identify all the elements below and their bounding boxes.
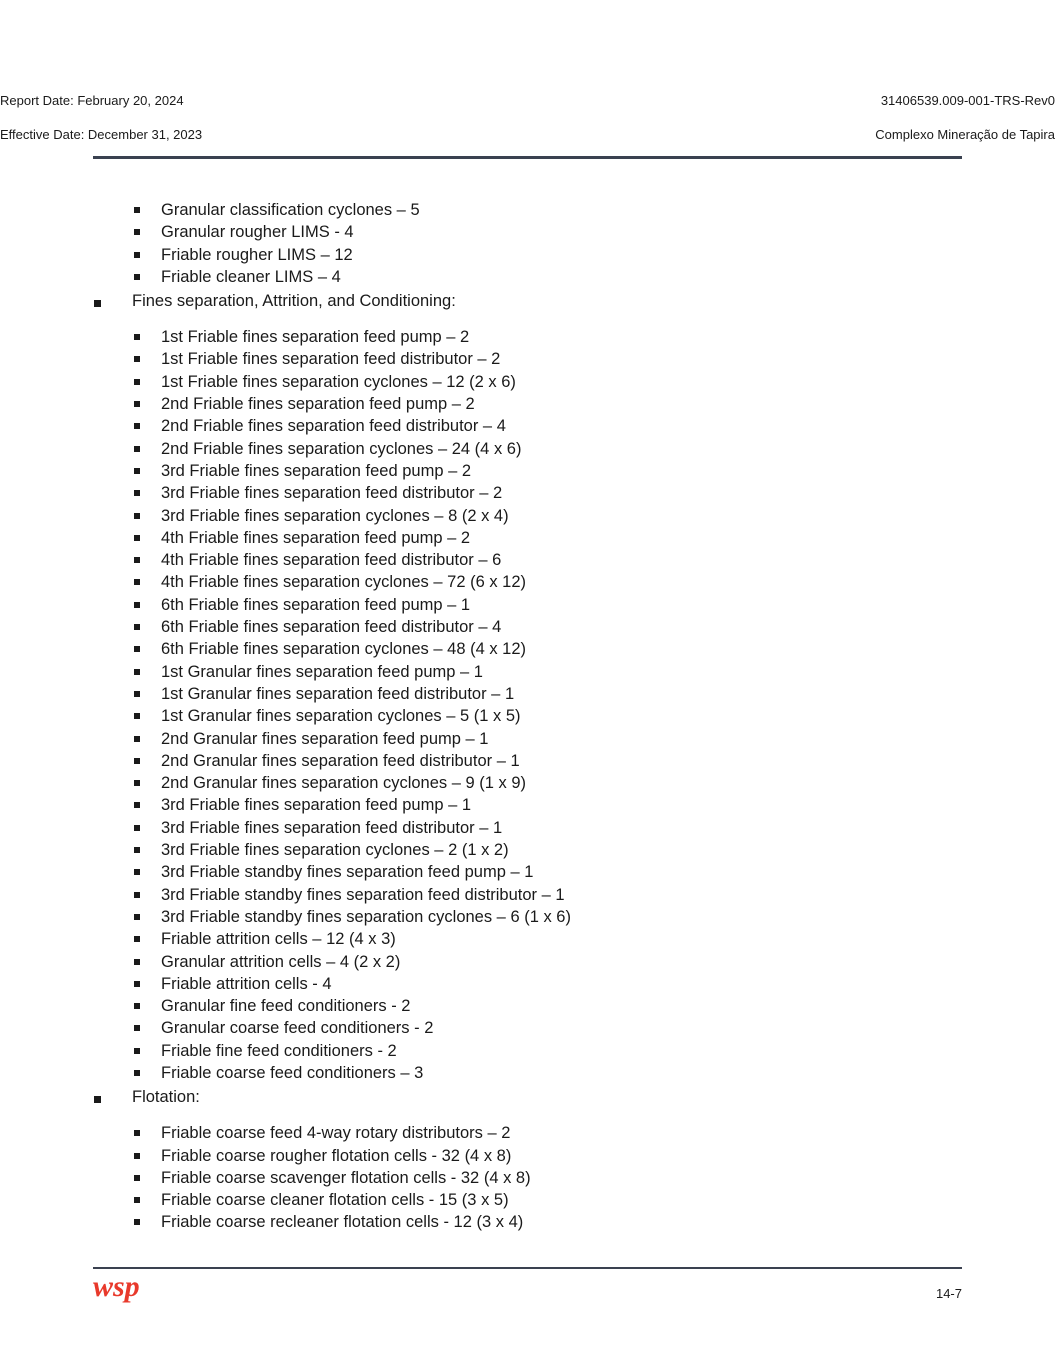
list-item	[0, 482, 1055, 504]
square-bullet-icon	[134, 1197, 140, 1203]
footer-divider	[93, 1267, 962, 1269]
list-item	[0, 371, 1055, 393]
list-item	[0, 1211, 1055, 1233]
list-item	[0, 348, 1055, 370]
square-bullet-icon	[134, 713, 140, 719]
square-bullet-icon	[134, 401, 140, 407]
section-label: Fines separation, Attrition, and Conditioning:	[132, 292, 456, 311]
list-item-text: 1st Friable fines separation cyclones – 12 (2 x 6)	[161, 372, 516, 391]
list-item-text: 2nd Granular fines separation feed distributor – 1	[161, 751, 520, 770]
list-item-text: 4th Friable fines separation cyclones – 72 (6 x 12)	[161, 573, 527, 592]
list-item	[0, 1017, 1055, 1039]
square-bullet-icon	[94, 1096, 101, 1103]
list-item-text: Friable coarse cleaner flotation cells - 15 (3 x 5)	[161, 1191, 509, 1210]
list-item	[0, 794, 1055, 816]
wsp-logo	[93, 1274, 157, 1308]
list-item	[0, 1167, 1055, 1189]
square-bullet-icon	[94, 300, 101, 307]
square-bullet-icon	[134, 207, 140, 213]
list-item-text: Friable attrition cells - 4	[161, 974, 332, 993]
list-item-text: 6th Friable fines separation feed distributor – 4	[161, 618, 502, 637]
list-item	[0, 505, 1055, 527]
square-bullet-icon	[134, 669, 140, 675]
list-item-text: Granular fine feed conditioners - 2	[161, 997, 411, 1016]
list-item	[0, 661, 1055, 683]
square-bullet-icon	[134, 490, 140, 496]
list-item	[0, 1145, 1055, 1167]
list-item-text: 3rd Friable fines separation feed pump – 2	[161, 461, 472, 480]
report-date: Report Date: February 20, 2024	[0, 93, 184, 108]
square-bullet-icon	[134, 936, 140, 942]
header-row-1	[0, 93, 1055, 109]
effective-date: Effective Date: December 31, 2023	[0, 127, 203, 142]
square-bullet-icon	[134, 579, 140, 585]
list-item	[0, 594, 1055, 616]
list-item-text: 3rd Friable standby fines separation feed pump – 1	[161, 863, 534, 882]
list-item	[0, 728, 1055, 750]
square-bullet-icon	[134, 758, 140, 764]
square-bullet-icon	[134, 557, 140, 563]
square-bullet-icon	[134, 468, 140, 474]
list-item-text: 3rd Friable fines separation cyclones – 2 (1 x 2)	[161, 841, 509, 860]
square-bullet-icon	[134, 736, 140, 742]
square-bullet-icon	[134, 1048, 140, 1054]
equipment-list-flotation	[0, 1122, 1055, 1233]
list-item-text: 3rd Friable standby fines separation feed distributor – 1	[161, 885, 565, 904]
list-item	[0, 460, 1055, 482]
list-item-text: 1st Granular fines separation feed distributor – 1	[161, 684, 515, 703]
square-bullet-icon	[134, 892, 140, 898]
list-item-text: Friable rougher LIMS – 12	[161, 245, 353, 264]
list-item	[0, 266, 1055, 288]
list-item	[0, 683, 1055, 705]
square-bullet-icon	[134, 602, 140, 608]
list-item	[0, 221, 1055, 243]
square-bullet-icon	[134, 252, 140, 258]
list-item	[0, 616, 1055, 638]
square-bullet-icon	[134, 959, 140, 965]
list-item-text: 6th Friable fines separation cyclones – 48 (4 x 12)	[161, 640, 527, 659]
section-label: Flotation:	[132, 1088, 200, 1107]
list-item-text: 3rd Friable fines separation feed pump – 1	[161, 796, 472, 815]
list-item	[0, 438, 1055, 460]
square-bullet-icon	[134, 914, 140, 920]
list-item-text: Friable coarse scavenger flotation cells - 32 (4 x 8)	[161, 1168, 531, 1187]
list-item-text: 3rd Friable fines separation feed distributor – 2	[161, 484, 503, 503]
list-item-text: Granular rougher LIMS - 4	[161, 223, 354, 242]
header-divider	[93, 156, 962, 159]
list-item	[0, 861, 1055, 883]
project-name: Complexo Mineração de Tapira	[875, 127, 1055, 142]
list-item	[0, 244, 1055, 266]
square-bullet-icon	[134, 847, 140, 853]
equipment-list-fines	[0, 326, 1055, 1084]
list-item-text: 2nd Friable fines separation feed distributor – 4	[161, 417, 506, 436]
square-bullet-icon	[134, 1175, 140, 1181]
list-item	[0, 571, 1055, 593]
list-item	[0, 326, 1055, 348]
list-item-text: Friable cleaner LIMS – 4	[161, 267, 341, 286]
section-heading-fines	[0, 290, 1055, 312]
list-item	[0, 1122, 1055, 1144]
square-bullet-icon	[134, 1025, 140, 1031]
section-heading-flotation	[0, 1086, 1055, 1108]
list-item-text: Granular coarse feed conditioners - 2	[161, 1019, 434, 1038]
list-item	[0, 772, 1055, 794]
list-item	[0, 527, 1055, 549]
equipment-list-classification	[0, 199, 1055, 288]
logo-text: wsp	[93, 1274, 140, 1303]
square-bullet-icon	[134, 1219, 140, 1225]
list-item-text: 1st Granular fines separation cyclones – 5 (1 x 5)	[161, 707, 521, 726]
list-item	[0, 549, 1055, 571]
list-item	[0, 199, 1055, 221]
list-item-text: 2nd Granular fines separation feed pump – 1	[161, 729, 489, 748]
list-item-text: 1st Friable fines separation feed pump – 2	[161, 328, 470, 347]
list-item-text: 2nd Friable fines separation cyclones – 24 (4 x 6)	[161, 439, 522, 458]
list-item	[0, 393, 1055, 415]
page-content	[0, 199, 1055, 1234]
list-item-text: 3rd Friable fines separation feed distributor – 1	[161, 818, 503, 837]
list-item-text: Friable attrition cells – 12 (4 x 3)	[161, 930, 396, 949]
list-item-text: 2nd Granular fines separation cyclones – 9 (1 x 9)	[161, 774, 527, 793]
square-bullet-icon	[134, 423, 140, 429]
list-item	[0, 973, 1055, 995]
square-bullet-icon	[134, 1003, 140, 1009]
list-item-text: 3rd Friable fines separation cyclones – 8 (2 x 4)	[161, 506, 509, 525]
square-bullet-icon	[134, 356, 140, 362]
square-bullet-icon	[134, 802, 140, 808]
list-item-text: Friable coarse feed 4-way rotary distributors – 2	[161, 1124, 511, 1143]
square-bullet-icon	[134, 1153, 140, 1159]
square-bullet-icon	[134, 535, 140, 541]
list-item	[0, 1062, 1055, 1084]
square-bullet-icon	[134, 624, 140, 630]
list-item	[0, 750, 1055, 772]
square-bullet-icon	[134, 691, 140, 697]
square-bullet-icon	[134, 1130, 140, 1136]
list-item	[0, 705, 1055, 727]
list-item-text: Friable fine feed conditioners - 2	[161, 1041, 397, 1060]
list-item-text: Granular classification cyclones – 5	[161, 201, 420, 219]
square-bullet-icon	[134, 379, 140, 385]
page-number: 14-7	[935, 1286, 962, 1301]
list-item	[0, 906, 1055, 928]
list-item	[0, 884, 1055, 906]
square-bullet-icon	[134, 780, 140, 786]
list-item-text: 2nd Friable fines separation feed pump – 2	[161, 395, 475, 414]
header-row-2	[0, 127, 1055, 143]
list-item-text: Granular attrition cells – 4 (2 x 2)	[161, 952, 401, 971]
square-bullet-icon	[134, 274, 140, 280]
list-item	[0, 928, 1055, 950]
list-item-text: 1st Granular fines separation feed pump – 1	[161, 662, 483, 681]
list-item-text: Friable coarse feed conditioners – 3	[161, 1063, 424, 1082]
square-bullet-icon	[134, 334, 140, 340]
list-item-text: 4th Friable fines separation feed distributor – 6	[161, 551, 502, 570]
list-item	[0, 995, 1055, 1017]
square-bullet-icon	[134, 869, 140, 875]
list-item-text: Friable coarse recleaner flotation cells - 12 (3 x 4)	[161, 1213, 524, 1232]
list-item	[0, 1189, 1055, 1211]
list-item	[0, 415, 1055, 437]
square-bullet-icon	[134, 513, 140, 519]
list-item	[0, 1040, 1055, 1062]
square-bullet-icon	[134, 825, 140, 831]
list-item-text: 4th Friable fines separation feed pump – 2	[161, 528, 471, 547]
document-id: 31406539.009-001-TRS-Rev0	[880, 93, 1055, 108]
square-bullet-icon	[134, 646, 140, 652]
list-item	[0, 839, 1055, 861]
list-item-text: 1st Friable fines separation feed distributor – 2	[161, 350, 501, 369]
list-item	[0, 951, 1055, 973]
list-item	[0, 638, 1055, 660]
list-item-text: 6th Friable fines separation feed pump – 1	[161, 595, 471, 614]
list-item-text: Friable coarse rougher flotation cells - 32 (4 x 8)	[161, 1146, 512, 1165]
list-item-text: 3rd Friable standby fines separation cyclones – 6 (1 x 6)	[161, 907, 571, 926]
square-bullet-icon	[134, 446, 140, 452]
square-bullet-icon	[134, 229, 140, 235]
square-bullet-icon	[134, 1070, 140, 1076]
list-item	[0, 817, 1055, 839]
square-bullet-icon	[134, 981, 140, 987]
